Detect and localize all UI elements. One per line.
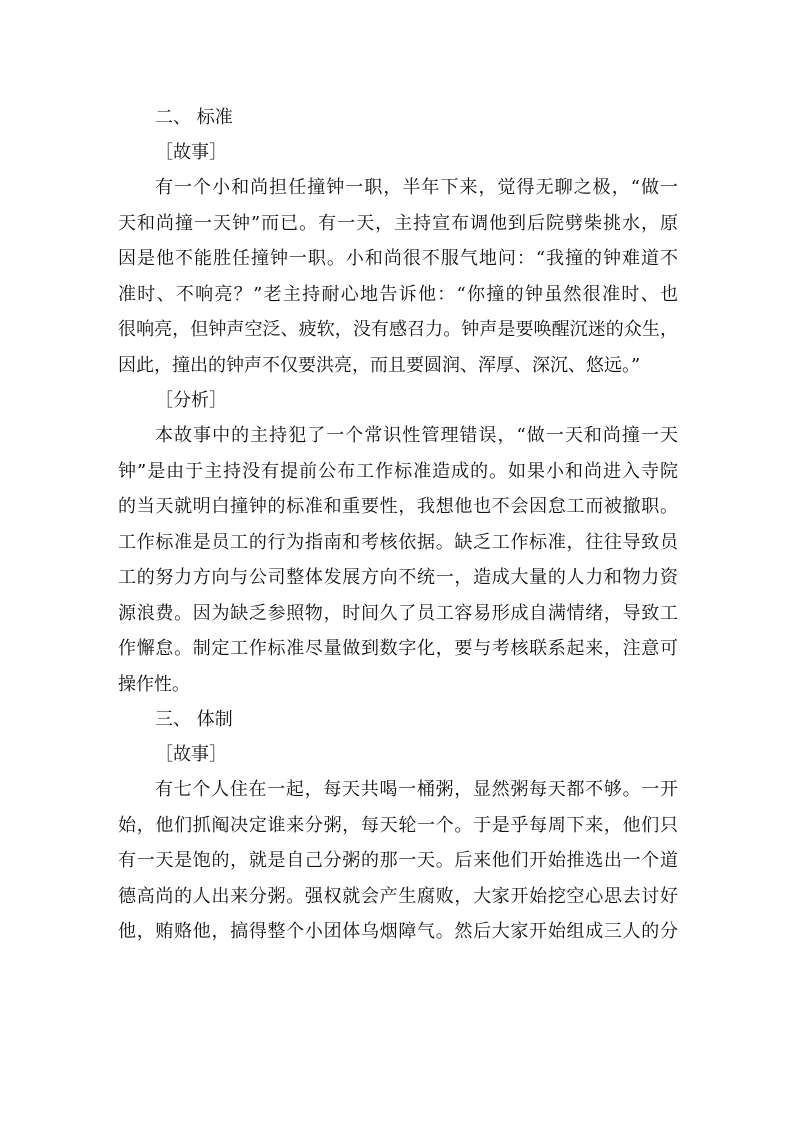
paragraph-line: 准时、不响亮？”老主持耐心地告诉他：“你撞的钟虽然很准时、也 <box>118 283 678 305</box>
story-label: ［故事］ <box>155 744 227 765</box>
document-page <box>118 100 678 950</box>
story-paragraph <box>118 772 678 950</box>
paragraph-line: 工的努力方向与公司整体发展方向不统一，造成大量的人力和物力资 <box>118 567 678 588</box>
paragraph-line: 天和尚撞一天钟”而已。有一天，主持宣布调他到后院劈柴挑水，原 <box>118 212 678 234</box>
section-heading-standard: 二、 标准 <box>155 107 233 128</box>
section-heading-system: 三、 体制 <box>155 709 233 730</box>
paragraph-line: 的当天就明白撞钟的标准和重要性，我想他也不会因怠工而被撤职。 <box>118 496 678 517</box>
paragraph-line: 有七个人住在一起，每天共喝一桶粥，显然粥每天都不够。一开 <box>155 779 678 800</box>
story-paragraph <box>118 170 678 383</box>
analysis-paragraph <box>118 418 678 702</box>
paragraph-line: 始，他们抓阄决定谁来分粥，每天轮一个。于是乎每周下来，他们只 <box>118 814 678 836</box>
paragraph-line: 源浪费。因为缺乏参照物，时间久了员工容易形成自满情绪，导致工 <box>118 602 678 624</box>
paragraph-line: 很响亮，但钟声空泛、疲软，没有感召力。钟声是要唤醒沉迷的众生， <box>118 319 678 340</box>
paragraph-line: 作懈怠。制定工作标准尽量做到数字化，要与考核联系起来，注意可 <box>118 638 678 659</box>
paragraph-line: 工作标准是员工的行为指南和考核依据。缺乏工作标准，往往导致员 <box>118 531 678 553</box>
paragraph-line: 操作性。 <box>118 673 190 695</box>
paragraph-line: 德高尚的人出来分粥。强权就会产生腐败，大家开始挖空心思去讨好 <box>118 885 678 907</box>
paragraph-line: 因是他不能胜任撞钟一职。小和尚很不服气地问：“我撞的钟难道不 <box>118 248 678 269</box>
paragraph-line: 因此，撞出的钟声不仅要洪亮，而且要圆润、浑厚、深沉、悠远。” <box>118 354 641 376</box>
paragraph-line: 有一个小和尚担任撞钟一职，半年下来，觉得无聊之极，“做一 <box>155 177 678 198</box>
paragraph-line: 有一天是饱的，就是自己分粥的那一天。后来他们开始推选出一个道 <box>118 850 678 871</box>
paragraph-line: 钟”是由于主持没有提前公布工作标准造成的。如果小和尚进入寺院 <box>118 460 678 482</box>
story-label: ［故事］ <box>155 142 227 163</box>
paragraph-line: 他，贿赂他，搞得整个小团体乌烟障气。然后大家开始组成三人的分 <box>118 921 678 942</box>
analysis-label: ［分析］ <box>155 390 227 411</box>
paragraph-line: 本故事中的主持犯了一个常识性管理错误，“做一天和尚撞一天 <box>155 425 678 446</box>
